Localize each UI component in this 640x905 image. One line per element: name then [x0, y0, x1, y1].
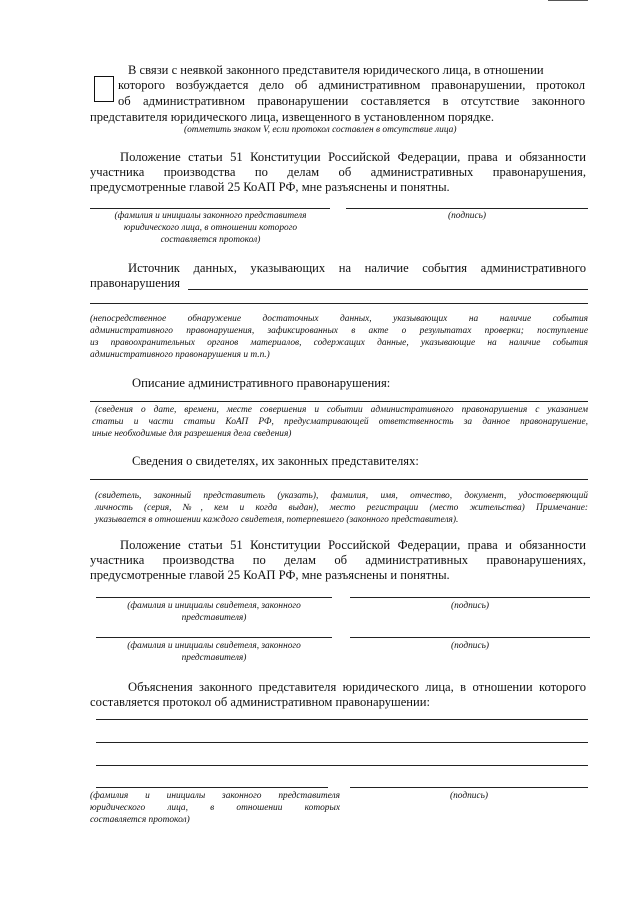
- absence-text-line-1: В связи с неявкой законного представителя юридического лица, в отношении: [128, 63, 544, 77]
- source-caption-1: (непосредственное обнаружение достаточных данных, указывающих на наличие события: [90, 314, 588, 324]
- witness-2-signature-line[interactable]: [350, 637, 590, 638]
- representative-name-caption-3: составляется протокол): [160, 235, 261, 245]
- witnesses-caption-3: указывается в отношении каждого свидетеля, потерпевшего (законного представителя).: [95, 515, 459, 525]
- witnesses-title: Сведения о свидетелях, их законных представителях:: [132, 454, 419, 468]
- source-text-line-2: правонарушения: [90, 276, 181, 290]
- absence-text-line-2: которого возбуждается дело об административном правонарушении, протокол: [118, 78, 585, 92]
- witness-rights-line-3: предусмотренные главой 25 КоАП РФ, мне разъяснены и понятны.: [90, 568, 450, 582]
- offense-caption-1: (сведения о дате, времени, месте совершения и событии административного правонарушения с указанием: [95, 405, 588, 415]
- source-input-line-1[interactable]: [188, 289, 588, 290]
- representative-signature-line[interactable]: [346, 208, 588, 209]
- absence-checkbox[interactable]: [94, 76, 114, 102]
- witness-2-caption-2: представителя): [181, 653, 247, 663]
- rights-text-line-1: Положение статьи 51 Конституции Российской Федерации, права и обязанности: [120, 150, 586, 164]
- witness-1-caption-1: (фамилия и инициалы свидетеля, законного: [127, 601, 301, 611]
- witnesses-line[interactable]: [90, 479, 588, 480]
- witness-1-signature-line[interactable]: [350, 597, 590, 598]
- witnesses-caption-2: личность (серия, №, кем и когда выдан), место регистрации (место жительства) Примечание:: [95, 503, 588, 513]
- explanation-input-line-2[interactable]: [96, 742, 588, 743]
- source-caption-3: из правоохранительных органов материалов, содержащих данные, указывающие на наличие события: [90, 338, 588, 348]
- offense-caption-2: статьи и части статьи КоАП РФ, предусматривающей ответственность за данное правонарушение,: [92, 417, 588, 427]
- explanation-signature-line[interactable]: [350, 787, 588, 788]
- representative-name-caption-2: юридического лица, в отношении которого: [123, 223, 298, 233]
- explanation-name-caption-3: составляется протокол): [90, 815, 190, 825]
- explanation-name-line[interactable]: [96, 787, 328, 788]
- source-caption-2: административного правонарушения, зафиксированных в акте о результатах проверки; поступление: [90, 326, 588, 336]
- representative-name-line[interactable]: [90, 208, 330, 209]
- absence-note: (отметить знаком V, если протокол составлен в отсутствие лица): [184, 125, 457, 135]
- explanation-input-line-3[interactable]: [96, 765, 588, 766]
- witnesses-caption-1: (свидетель, законный представитель (указать), фамилия, имя, отчество, документ, удостоверяющий: [95, 491, 588, 501]
- representative-name-caption-1: (фамилия и инициалы законного представителя: [114, 211, 307, 221]
- absence-text-line-3: об административном правонарушении составляется в отсутствие законного: [118, 94, 585, 108]
- source-text-line-1: Источник данных, указывающих на наличие события административного: [128, 261, 586, 275]
- witness-2-signature-caption: (подпись): [450, 641, 490, 651]
- offense-description-line[interactable]: [90, 401, 588, 402]
- offense-description-title: Описание административного правонарушения:: [132, 376, 391, 390]
- explanations-line-2: составляется протокол об административном правонарушении:: [90, 695, 431, 709]
- representative-signature-caption: (подпись): [447, 211, 487, 221]
- explanations-line-1: Объяснения законного представителя юридического лица, в отношении которого: [128, 680, 586, 694]
- witness-1-signature-caption: (подпись): [450, 601, 490, 611]
- rights-text-line-2: участника производства по делам об административных правонарушения,: [90, 165, 586, 179]
- offense-caption-3: иные необходимые для разрешения дела сведения): [92, 429, 292, 439]
- source-caption-4: административного правонарушения и т.п.): [90, 350, 270, 360]
- explanation-input-line-1[interactable]: [96, 719, 588, 720]
- witness-1-name-line[interactable]: [96, 597, 332, 598]
- scan-artifact-mark: [548, 0, 588, 3]
- explanation-name-caption-1: (фамилия и инициалы законного представителя: [90, 791, 340, 801]
- witness-2-caption-1: (фамилия и инициалы свидетеля, законного: [127, 641, 301, 651]
- witness-rights-line-2: участника производства по делам об административных правонарушениях,: [90, 553, 586, 567]
- explanation-name-caption-2: юридического лица, в отношении которых: [90, 803, 340, 813]
- rights-text-line-3: предусмотренные главой 25 КоАП РФ, мне разъяснены и понятны.: [90, 180, 450, 194]
- explanation-signature-caption: (подпись): [449, 791, 489, 801]
- witness-1-caption-2: представителя): [181, 613, 247, 623]
- absence-text-line-4: представителя юридического лица, извещенного в установленном порядке.: [90, 110, 495, 124]
- witness-rights-line-1: Положение статьи 51 Конституции Российской Федерации, права и обязанности: [120, 538, 586, 552]
- source-input-line-2[interactable]: [90, 303, 588, 304]
- witness-2-name-line[interactable]: [96, 637, 332, 638]
